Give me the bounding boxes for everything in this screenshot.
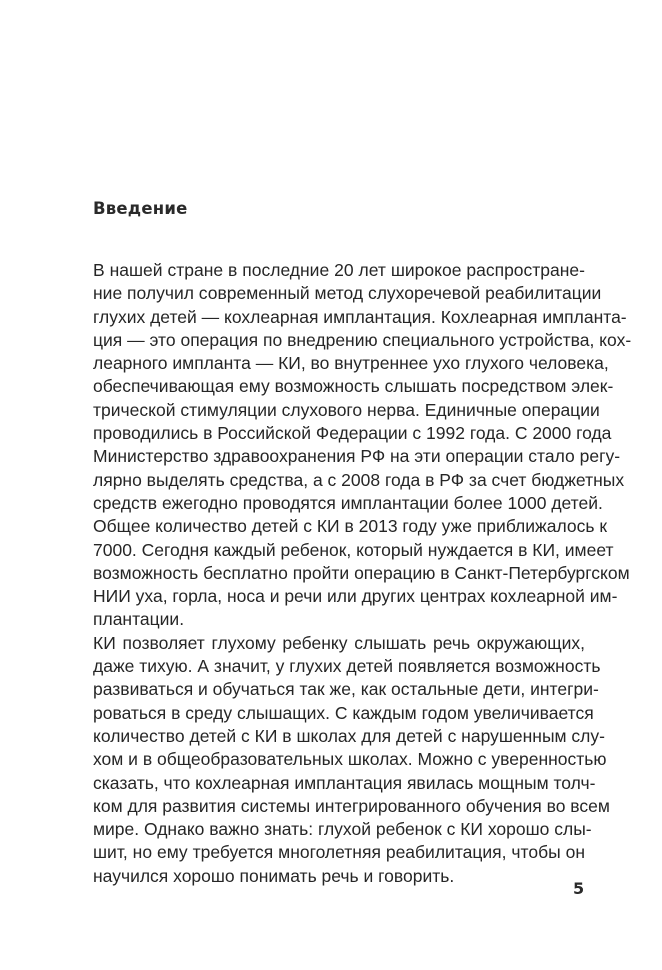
section-heading: Введение xyxy=(93,199,188,218)
page-number: 5 xyxy=(573,879,585,898)
text-line: ция — это операция по внедрению специального устройства, кох- xyxy=(93,329,632,350)
text-line: НИИ уха, горла, носа и речи или других центрах кохлеарной им- xyxy=(93,586,618,607)
text-line: средств ежегодно проводятся имплантации более 1000 детей. xyxy=(93,492,603,513)
paragraph-1 xyxy=(93,259,632,632)
text-line: ние получил современный метод слухоречевой реабилитации xyxy=(93,283,602,304)
text-line: ком для развития системы интегрированного обучения во всем xyxy=(93,795,610,816)
text-line: Общее количество детей с КИ в 2013 году уже приближалось к xyxy=(93,516,608,537)
text-line: развиваться и обучаться так же, как остальные дети, интегри- xyxy=(93,679,599,700)
text-line: В нашей стране в последние 20 лет широкое распростране- xyxy=(93,260,585,280)
text-line: глухих детей — кохлеарная имплантация. Кохлеарная импланта- xyxy=(93,306,627,327)
text-line: сказать, что кохлеарная имплантация явилась мощным толч- xyxy=(93,772,596,793)
text-line: количество детей с КИ в школах для детей с нарушенным слу- xyxy=(93,725,605,746)
text-line: роваться в среду слышащих. С каждым годом увеличивается xyxy=(93,702,594,723)
body-text xyxy=(93,259,632,888)
text-line: даже тихую. А значит, у глухих детей появляется возможность xyxy=(93,656,601,677)
text-line: мире. Однако важно знать: глухой ребенок с КИ хорошо слы- xyxy=(93,819,592,840)
text-line: плантации. xyxy=(93,609,185,630)
text-line: хом и в общеобразовательных школах. Можно с уверенностью xyxy=(93,749,607,770)
text-line: проводились в Российской Федерации с 1992 года. С 2000 года xyxy=(93,423,612,444)
text-line: Министерство здравоохранения РФ на эти операции стало регу- xyxy=(93,446,621,467)
text-line: 7000. Сегодня каждый ребенок, который нуждается в КИ, имеет xyxy=(93,539,614,560)
paragraph-2 xyxy=(93,632,610,888)
text-line: научился хорошо понимать речь и говорить. xyxy=(93,865,455,886)
text-line: КИ позволяет глухому ребенку слышать речь окружающих, xyxy=(93,632,585,653)
text-line: трической стимуляции слухового нерва. Единичные операции xyxy=(93,399,600,420)
text-line: возможность бесплатно пройти операцию в Санкт-Петербургском xyxy=(93,562,630,583)
text-line: шит, но ему требуется многолетняя реабилитация, чтобы он xyxy=(93,842,585,863)
text-line: лярно выделять средства, а с 2008 года в РФ за счет бюджетных xyxy=(93,469,625,490)
text-line: леарного импланта — КИ, во внутреннее ухо глухого человека, xyxy=(93,353,609,374)
text-line: обеспечивающая ему возможность слышать посредством элек- xyxy=(93,376,614,397)
